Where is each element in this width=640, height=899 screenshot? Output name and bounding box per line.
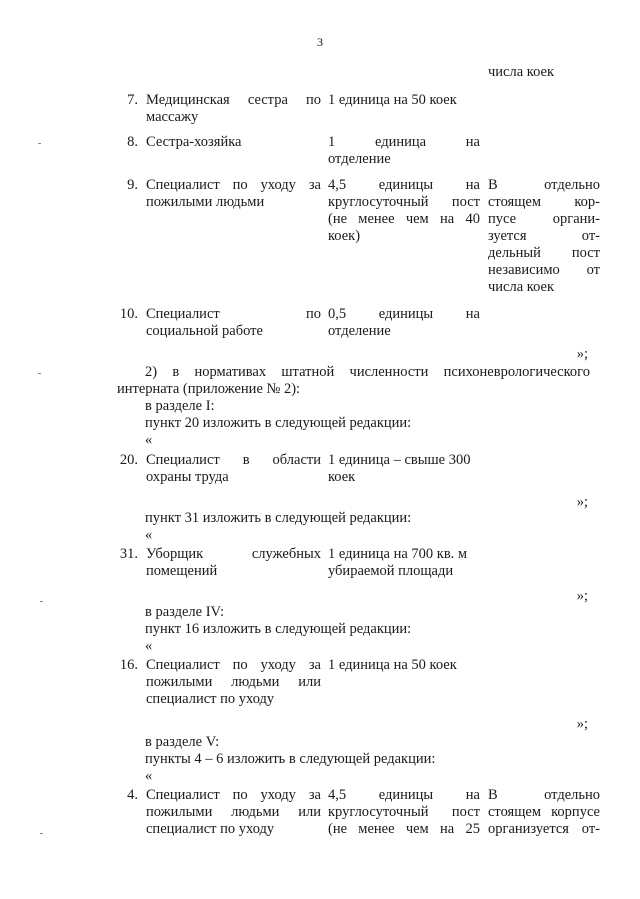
- scan-speck: [40, 601, 43, 602]
- position-title: Уборщик служебных помещений: [146, 546, 321, 579]
- opening-quote: «: [145, 638, 153, 654]
- position-title: Специалист по социальной работе: [146, 306, 321, 339]
- opening-quote: «: [145, 432, 153, 448]
- carryover-text: числа коек: [488, 64, 555, 80]
- staff-norm: 4,5 единицы на круглосуточный пост (не менее чем на 25: [328, 787, 480, 837]
- row-number: 7.: [127, 92, 138, 108]
- position-title: Специалист по уходу за пожилыми людьми или специалист по уходу: [146, 657, 321, 707]
- position-title: Специалист в области охраны труда: [146, 452, 321, 485]
- row-number: 8.: [127, 134, 138, 150]
- row-number: 16.: [119, 657, 138, 673]
- staff-norm: 1 единица на 700 кв. м убираемой площади: [328, 546, 468, 579]
- item-intro: пункт 31 изложить в следующей редакции:: [145, 510, 412, 526]
- position-title: Специалист по уходу за пожилыми людьми: [146, 177, 321, 210]
- row-number: 4.: [127, 787, 138, 803]
- item-intro: пункт 20 изложить в следующей редакции:: [145, 415, 412, 431]
- section-heading: в разделе IV:: [145, 604, 224, 620]
- note: В отдельно стоящем кор- пусе органи- зуется от- дельный пост независимо от числа коек: [488, 177, 600, 295]
- scan-speck: [38, 373, 41, 374]
- closing-quote: »;: [576, 716, 588, 732]
- opening-quote: «: [145, 527, 153, 543]
- amendment-paragraph: 2) в нормативах штатной численности психоневрологического интерната (приложение № 2):: [117, 364, 590, 397]
- staff-norm: 0,5 единицы на отделение: [328, 306, 480, 339]
- staff-norm: 4,5 единицы на круглосуточный пост (не менее чем на 40 коек): [328, 177, 480, 244]
- position-title: Специалист по уходу за пожилыми людьми или специалист по уходу: [146, 787, 321, 837]
- staff-norm: 1 единица на отделение: [328, 134, 480, 167]
- staff-norm: 1 единица – свыше 300 коек: [328, 452, 471, 485]
- position-title: Медицинская сестра по массажу: [146, 92, 321, 125]
- scan-speck: [40, 833, 43, 834]
- row-number: 9.: [127, 177, 138, 193]
- page-number: 3: [317, 35, 323, 49]
- closing-quote: »;: [576, 588, 588, 604]
- scan-speck: [38, 143, 41, 144]
- closing-quote: »;: [576, 346, 588, 362]
- row-number: 31.: [119, 546, 138, 562]
- item-intro: пункт 16 изложить в следующей редакции:: [145, 621, 412, 637]
- opening-quote: «: [145, 768, 153, 784]
- position-title: Сестра-хозяйка: [146, 134, 242, 150]
- item-intro: пункты 4 – 6 изложить в следующей редакции:: [145, 751, 436, 767]
- staff-norm: 1 единица на 50 коек: [328, 92, 457, 108]
- row-number: 10.: [119, 306, 138, 322]
- section-heading: в разделе I:: [145, 398, 215, 414]
- row-number: 20.: [119, 452, 138, 468]
- note: В отдельно стоящем корпусе организуется от-: [488, 787, 600, 837]
- staff-norm: 1 единица на 50 коек: [328, 657, 457, 673]
- section-heading: в разделе V:: [145, 734, 220, 750]
- closing-quote: »;: [576, 494, 588, 510]
